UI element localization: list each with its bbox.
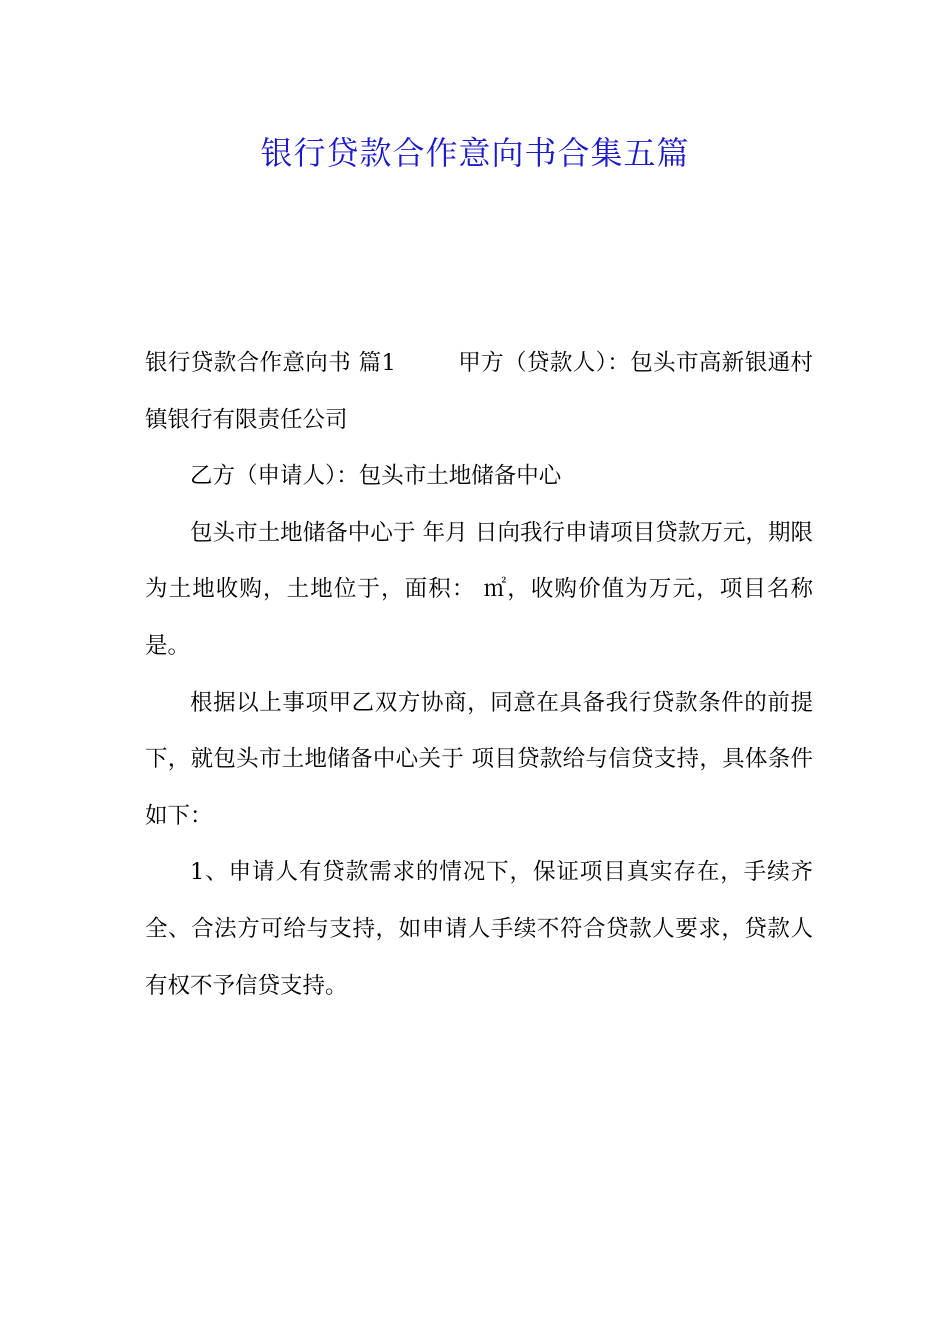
document-body <box>145 335 813 1014</box>
paragraph-condition-1: 1、申请人有贷款需求的情况下，保证项目真实存在，手续齐全、合法方可给与支持，如申请人手续不符合贷款人要求，贷款人有权不予信贷支持。 <box>145 859 813 999</box>
paragraph-agreement: 根据以上事项甲乙双方协商，同意在具备我行贷款条件的前提下，就包头市土地储备中心关于 项目贷款给与信贷支持，具体条件如下： <box>145 689 813 829</box>
section-title: 银行贷款合作意向书 篇1 <box>145 350 396 376</box>
document-title: 银行贷款合作意向书合集五篇 <box>260 134 690 172</box>
party-a: 甲方（贷款人）：包头市高新银通村镇银行有限责任公司 <box>145 350 813 433</box>
paragraph-party-b: 乙方（申请人）：包头市土地储备中心 <box>190 463 562 490</box>
paragraph-application: 包头市土地储备中心于 年月 日向我行申请项目贷款万元，期限为土地收购，土地位于，面积： ㎡，收购价值为万元，项目名称是。 <box>145 519 813 659</box>
heading-paragraph <box>145 335 813 448</box>
